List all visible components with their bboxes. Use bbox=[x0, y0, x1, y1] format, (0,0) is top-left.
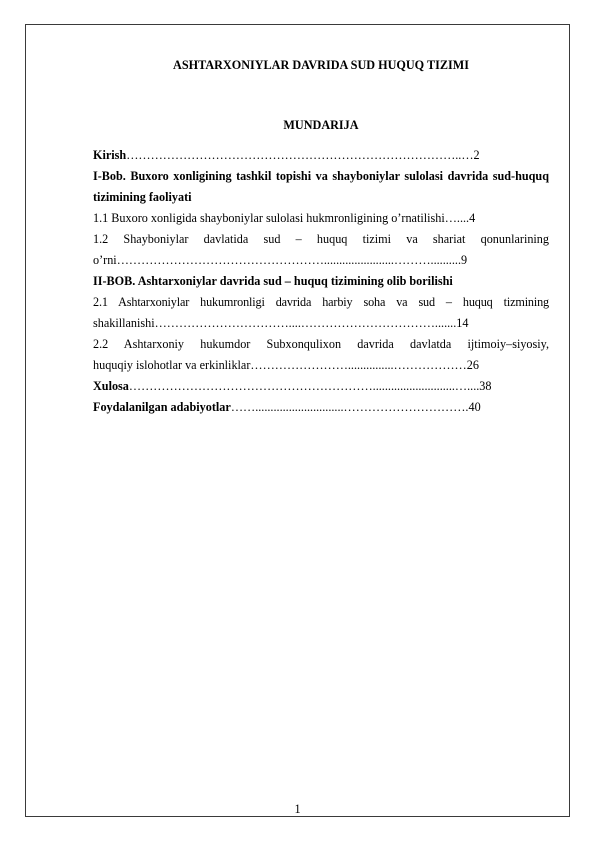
toc-intro-label: Kirish bbox=[93, 148, 127, 162]
toc-entry-s1-2 bbox=[93, 250, 549, 271]
toc-conclusion-label: Xulosa bbox=[93, 379, 129, 393]
toc-entry-intro bbox=[93, 145, 549, 166]
toc-conclusion-page: 38 bbox=[479, 379, 492, 393]
toc-intro-leader: ………………………………………………………………………..… bbox=[126, 148, 474, 162]
toc-s2-1-page: 14 bbox=[456, 316, 469, 330]
toc-intro-page: 2 bbox=[473, 148, 480, 162]
toc-s2-2-page: 26 bbox=[466, 358, 479, 372]
toc-conclusion-leader: ……………………………………………………...........................….... bbox=[128, 379, 480, 393]
toc-entry-s2-1 bbox=[93, 313, 549, 334]
toc-s1-2-line1: 1.2 Shayboniylar davlatida sud – huquq tizimi va shariat qonunlarining bbox=[93, 232, 549, 246]
toc-entry-chapter2: II-BOB. Ashtarxoniylar davrida sud – huquq tizimining olib borilishi bbox=[93, 274, 453, 288]
toc-references-page: 40 bbox=[468, 400, 481, 414]
toc-s2-2-line2: huquqiy islohotlar va erkinliklar……………………...............……………… bbox=[93, 358, 467, 372]
toc-s1-2-page: 9 bbox=[461, 253, 468, 267]
toc-s1-1-page: 4 bbox=[469, 211, 476, 225]
table-of-contents bbox=[93, 145, 549, 418]
toc-s1-2-line2: o’rni…………………………………………….......................……….......... bbox=[93, 253, 461, 267]
toc-references-leader: …….............................…………………………. bbox=[230, 400, 469, 414]
document-title: ASHTARXONIYLAR DAVRIDA SUD HUQUQ TIZIMI bbox=[173, 58, 469, 72]
toc-s2-1-line1: 2.1 Ashtarxoniylar hukumronligi davrida harbiy soha va sud – huquq tizmining bbox=[93, 295, 549, 309]
toc-s2-1-line2: shakillanishi……………………………....……………………………....... bbox=[93, 316, 457, 330]
toc-entry-conclusion bbox=[93, 376, 549, 397]
toc-heading: MUNDARIJA bbox=[283, 118, 359, 132]
toc-entry-s2-2 bbox=[93, 355, 549, 376]
page-number: 1 bbox=[294, 802, 301, 816]
toc-entry-chapter1: I-Bob. Buxoro xonligining tashkil topishi va shayboniylar sulolasi davrida sud-huquq tizimining faoliyati bbox=[93, 169, 549, 204]
page-border bbox=[25, 24, 570, 817]
toc-references-label: Foydalanilgan adabiyotlar bbox=[93, 400, 231, 414]
toc-entry-s1-1 bbox=[93, 208, 549, 229]
toc-entry-references bbox=[93, 397, 549, 418]
toc-s2-2-line1: 2.2 Ashtarxoniy hukumdor Subxonqulixon davrida davlatda ijtimoiy–siyosiy, bbox=[93, 337, 549, 351]
toc-s1-1-label: 1.1 Buxoro xonligida shayboniylar sulolasi hukmronligining o’rnatilishi….... bbox=[93, 211, 470, 225]
